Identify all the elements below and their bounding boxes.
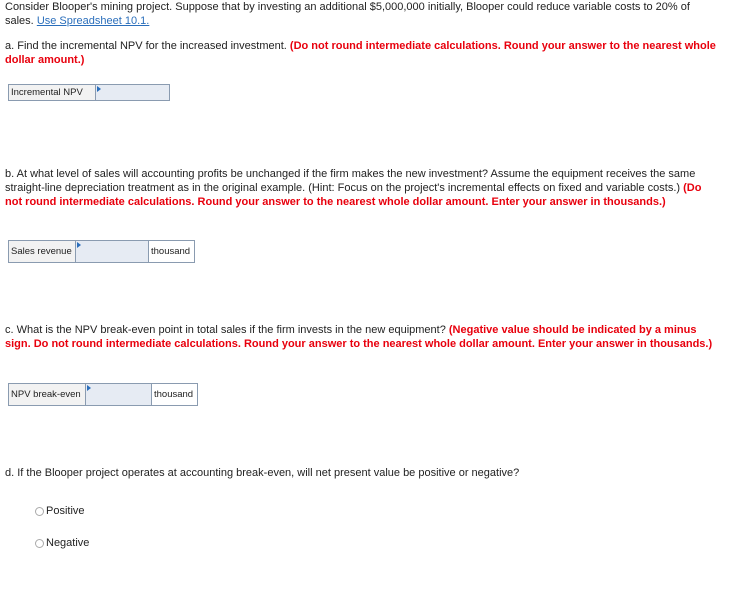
part-a-answer-table — [8, 84, 170, 101]
part-b-question — [5, 167, 717, 209]
part-d-text: d. If the Blooper project operates at accounting break-even, will net present value be positive or negative? — [5, 467, 520, 479]
radio-icon[interactable] — [35, 539, 44, 548]
part-c-answer-table — [8, 383, 198, 406]
intro-text: Consider Blooper's mining project. Suppose that by investing an additional $5,000,000 initially, Blooper could reduce variable costs to 20% of sales. — [5, 1, 690, 27]
intro — [5, 0, 717, 28]
radio-icon[interactable] — [35, 507, 44, 516]
flag-icon — [97, 86, 101, 92]
part-b-text: b. At what level of sales will accounting profits be unchanged if the firm makes the new investment? Assume the equipment receives the same straight-line depreciation treatment as in the original example. (Hint: Focus on the project's incremental effects on fixed and variable costs.) — [5, 168, 696, 194]
part-a-instruction: (Do not round intermediate calculations. Round your answer to the nearest whole dollar amount.) — [5, 40, 716, 66]
option-negative[interactable] — [35, 537, 89, 549]
sales-revenue-unit: thousand — [149, 241, 195, 263]
npv-break-even-unit: thousand — [152, 384, 198, 406]
part-c-instruction: (Negative value should be indicated by a minus sign. Do not round intermediate calculations. Round your answer to the nearest whole dollar amount. Enter your answer in thousands.) — [5, 324, 713, 350]
part-d-question — [5, 466, 717, 480]
incremental-npv-label: Incremental NPV — [9, 85, 96, 101]
option-positive[interactable] — [35, 505, 85, 517]
npv-break-even-input[interactable] — [86, 384, 152, 406]
option-positive-label: Positive — [46, 505, 85, 517]
spreadsheet-link[interactable]: Use Spreadsheet 10.1. — [36, 15, 150, 27]
flag-icon — [87, 385, 91, 391]
incremental-npv-input[interactable] — [96, 85, 170, 101]
sales-revenue-label: Sales revenue — [9, 241, 76, 263]
part-c-question — [5, 323, 717, 351]
part-c-text: c. What is the NPV break-even point in total sales if the firm invests in the new equipment? — [5, 324, 446, 336]
flag-icon — [77, 242, 81, 248]
part-b-instruction: (Do not round intermediate calculations. Round your answer to the nearest whole dollar amount. Enter your answer in thousands.) — [5, 182, 702, 208]
part-a-text: a. Find the incremental NPV for the increased investment. — [5, 40, 287, 52]
part-a-question — [5, 39, 717, 67]
part-b-answer-table — [8, 240, 195, 263]
option-negative-label: Negative — [46, 537, 90, 549]
sales-revenue-input[interactable] — [76, 241, 149, 263]
npv-break-even-label: NPV break-even — [9, 384, 86, 406]
